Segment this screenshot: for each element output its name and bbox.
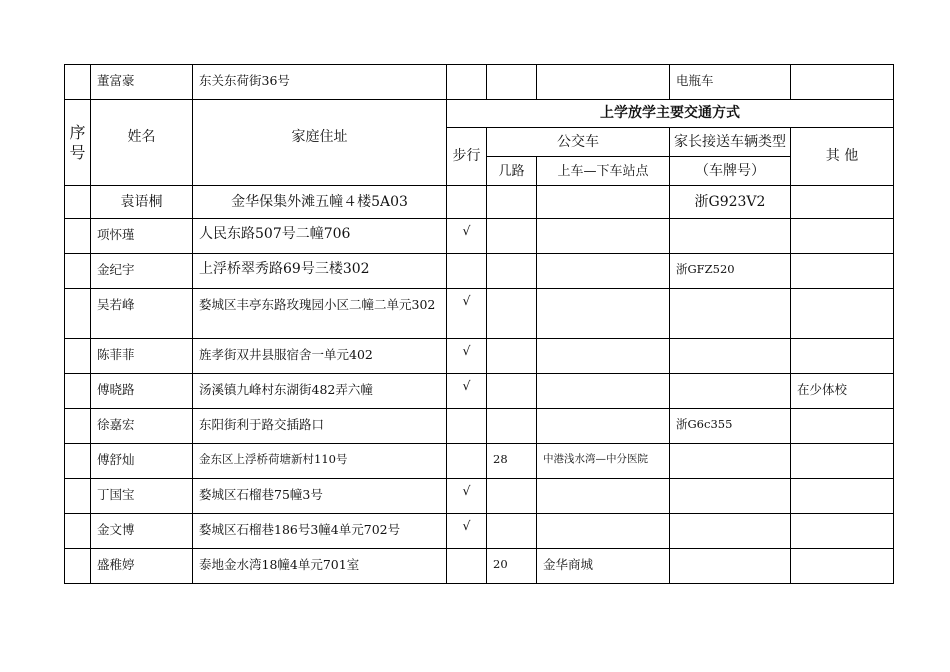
seq-cell: [65, 254, 91, 289]
table-row: [65, 65, 894, 100]
table-row: [65, 339, 894, 374]
car-cell: [670, 549, 791, 584]
table-row: [65, 409, 894, 444]
header-row-1: [65, 100, 894, 128]
car-cell: 浙GFZ520: [670, 254, 791, 289]
bus-header: 公交车: [487, 128, 670, 157]
address-cell: 金华保集外滩五幢４楼5A03: [193, 186, 447, 219]
name-cell: 吴若峰: [91, 289, 193, 339]
car-cell: [670, 374, 791, 409]
bus-stops-header: 上车—下车站点: [537, 157, 670, 186]
walk-cell: [447, 409, 487, 444]
bus-stops-cell: [537, 374, 670, 409]
seq-cell: [65, 409, 91, 444]
address-cell: 泰地金水湾18幢4单元701室: [193, 549, 447, 584]
seq-cell: [65, 219, 91, 254]
bus-route-cell: [487, 479, 537, 514]
seq-cell: [65, 339, 91, 374]
name-cell: 袁语桐: [91, 186, 193, 219]
other-cell: [791, 444, 894, 479]
name-cell: 傅舒灿: [91, 444, 193, 479]
address-cell: 东关东荷街36号: [193, 65, 447, 100]
table-row: [65, 219, 894, 254]
bus-route-cell: [487, 409, 537, 444]
other-header: 其 他: [791, 128, 894, 186]
other-cell: [791, 289, 894, 339]
bus-stops-cell: [537, 186, 670, 219]
walk-cell: √: [447, 479, 487, 514]
address-cell: 人民东路507号二幢706: [193, 219, 447, 254]
other-cell: [791, 549, 894, 584]
walk-cell: [447, 254, 487, 289]
table-row: [65, 549, 894, 584]
table-row: [65, 374, 894, 409]
table-row: [65, 514, 894, 549]
bus-route-cell: [487, 186, 537, 219]
bus-stops-cell: [537, 514, 670, 549]
bus-route-cell: [487, 219, 537, 254]
walk-cell: √: [447, 339, 487, 374]
walk-cell: √: [447, 219, 487, 254]
other-cell: [791, 479, 894, 514]
seq-cell: [65, 374, 91, 409]
other-cell: [791, 65, 894, 100]
table-row: [65, 479, 894, 514]
name-cell: 金文博: [91, 514, 193, 549]
car-cell: [670, 444, 791, 479]
bus-stops-cell: [537, 339, 670, 374]
plate-header: （车牌号）: [670, 157, 791, 186]
bus-route-cell: [487, 339, 537, 374]
name-cell: 盛稚婷: [91, 549, 193, 584]
car-cell: 浙G6c355: [670, 409, 791, 444]
bus-route-cell: [487, 65, 537, 100]
bus-route-cell: [487, 374, 537, 409]
seq-cell: [65, 65, 91, 100]
seq-cell: [65, 444, 91, 479]
name-cell: 项怀瑾: [91, 219, 193, 254]
other-cell: [791, 339, 894, 374]
address-cell: 婺城区石榴巷186号3幢4单元702号: [193, 514, 447, 549]
bus-stops-cell: 金华商城: [537, 549, 670, 584]
walk-cell: √: [447, 289, 487, 339]
car-cell: [670, 339, 791, 374]
table-row: [65, 289, 894, 339]
other-cell: [791, 254, 894, 289]
seq-cell: [65, 289, 91, 339]
walk-cell: [447, 549, 487, 584]
name-cell: 董富豪: [91, 65, 193, 100]
bus-stops-cell: [537, 479, 670, 514]
car-cell: [670, 219, 791, 254]
address-cell: 婺城区石榴巷75幢3号: [193, 479, 447, 514]
bus-stops-cell: [537, 254, 670, 289]
bus-stops-cell: [537, 219, 670, 254]
walk-cell: [447, 444, 487, 479]
car-cell: [670, 479, 791, 514]
name-cell: 傅晓路: [91, 374, 193, 409]
table-row: [65, 254, 894, 289]
address-cell: 旌孝街双井县服宿舍一单元402: [193, 339, 447, 374]
seq-cell: [65, 549, 91, 584]
address-cell: 汤溪镇九峰村东湖街482弄六幢: [193, 374, 447, 409]
name-header: 姓名: [91, 100, 193, 186]
seq-cell: [65, 514, 91, 549]
bus-route-header: 几路: [487, 157, 537, 186]
car-cell: [670, 289, 791, 339]
bus-route-cell: 28: [487, 444, 537, 479]
bus-stops-cell: [537, 409, 670, 444]
bus-route-cell: [487, 289, 537, 339]
address-cell: 东阳街利于路交插路口: [193, 409, 447, 444]
walk-cell: √: [447, 514, 487, 549]
bus-route-cell: [487, 254, 537, 289]
name-cell: 徐嘉宏: [91, 409, 193, 444]
seq-cell: [65, 186, 91, 219]
bus-stops-cell: 中港浅水湾—中分医院: [537, 444, 670, 479]
transport-survey-table: [64, 64, 894, 584]
address-cell: 婺城区丰亭东路玫瑰园小区二幢二单元302: [193, 289, 447, 339]
address-cell: 上浮桥翠秀路69号三楼302: [193, 254, 447, 289]
walk-cell: √: [447, 374, 487, 409]
bus-stops-cell: [537, 65, 670, 100]
walk-cell: [447, 65, 487, 100]
table-row: [65, 444, 894, 479]
address-header: 家庭住址: [193, 100, 447, 186]
car-cell: 浙G923V2: [670, 186, 791, 219]
other-cell: [791, 409, 894, 444]
other-cell: [791, 186, 894, 219]
transport-title: 上学放学主要交通方式: [447, 100, 894, 128]
car-cell: 电瓶车: [670, 65, 791, 100]
car-cell: [670, 514, 791, 549]
other-cell: 在少体校: [791, 374, 894, 409]
bus-stops-cell: [537, 289, 670, 339]
name-cell: 丁国宝: [91, 479, 193, 514]
name-cell: 陈菲菲: [91, 339, 193, 374]
address-cell: 金东区上浮桥荷塘新村110号: [193, 444, 447, 479]
name-cell: 金纪宇: [91, 254, 193, 289]
seq-cell: [65, 479, 91, 514]
other-cell: [791, 514, 894, 549]
table-row: [65, 186, 894, 219]
bus-route-cell: [487, 514, 537, 549]
seq-header: 序 号: [65, 100, 91, 186]
walk-cell: [447, 186, 487, 219]
bus-route-cell: 20: [487, 549, 537, 584]
parent-car-header: 家长接送车辆类型: [670, 128, 791, 157]
other-cell: [791, 219, 894, 254]
walk-header: 步行: [447, 128, 487, 186]
